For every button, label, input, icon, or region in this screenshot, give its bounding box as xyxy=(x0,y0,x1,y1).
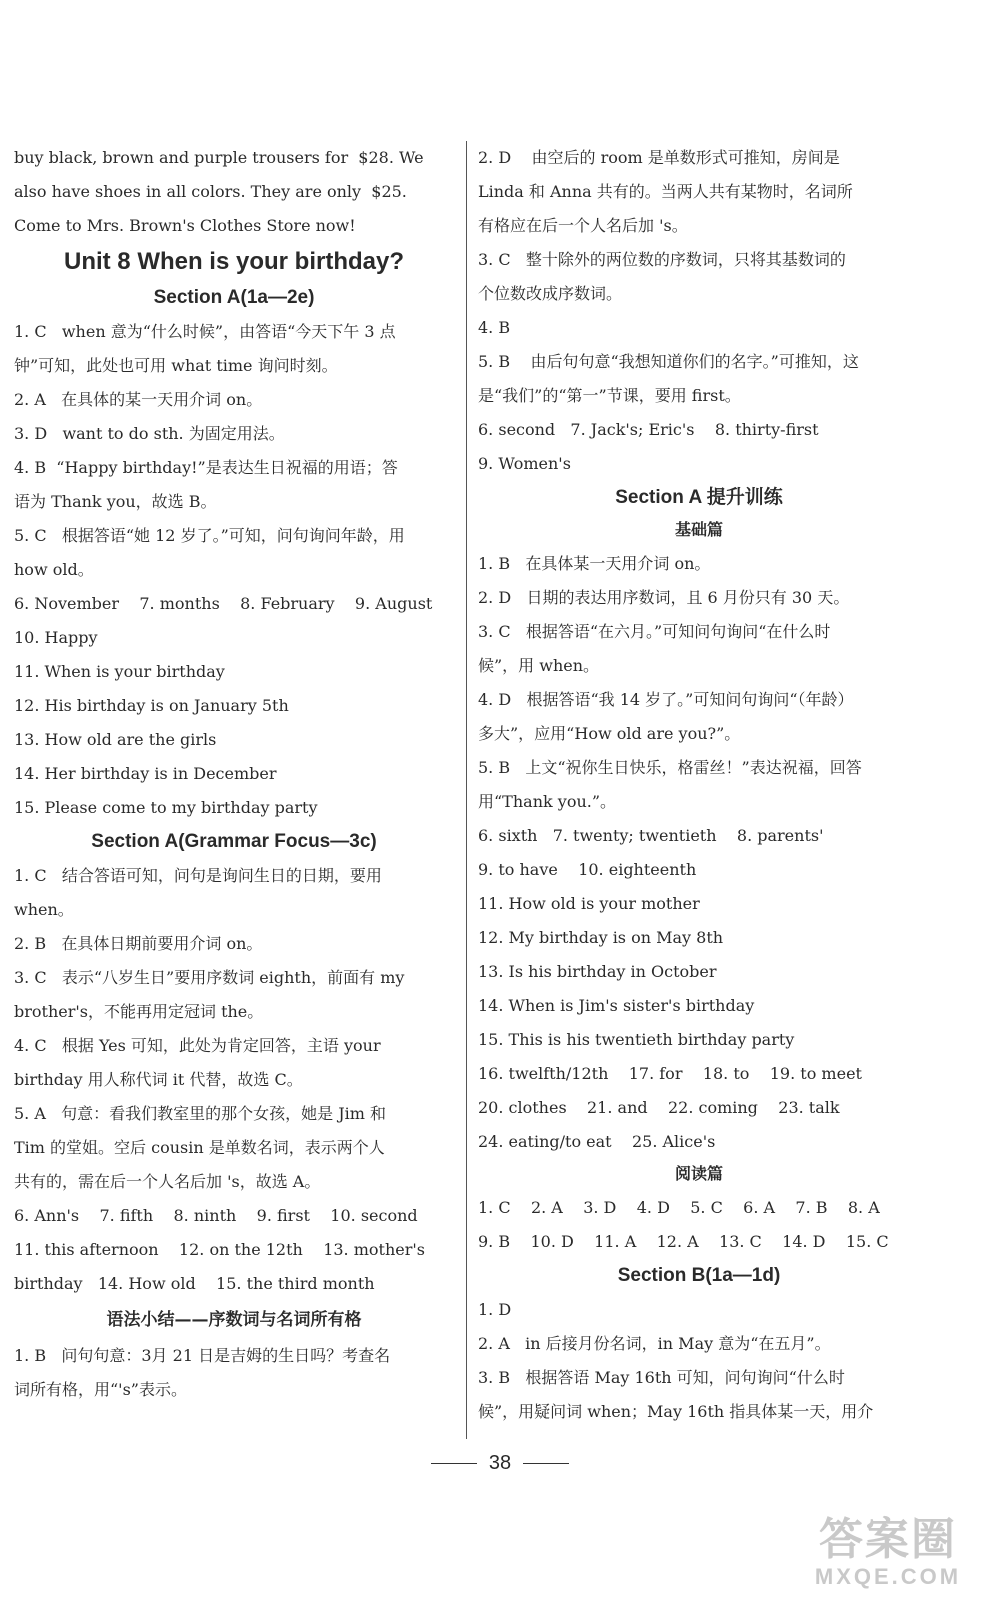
answer-line: 1. C 结合答语可知，问句是询问生日的日期，要用 xyxy=(14,866,382,885)
footer-rule-right xyxy=(523,1463,569,1464)
watermark-url: MXQE.COM xyxy=(814,1564,962,1589)
answer-line: 2. D 由空后的 room 是单数形式可推知，房间是 xyxy=(478,148,840,167)
answer-line: buy black, brown and purple trousers for $28. We xyxy=(14,148,424,167)
answer-line: 1. C 2. A 3. D 4. D 5. C 6. A 7. B 8. A xyxy=(478,1198,880,1217)
section-heading: 基础篇 xyxy=(674,522,723,539)
answer-line: Come to Mrs. Brown's Clothes Store now! xyxy=(14,216,356,235)
answer-line: 9. to have 10. eighteenth xyxy=(478,860,697,879)
answer-line: 共有的，需在后一个人名后加 's，故选 A。 xyxy=(14,1172,321,1191)
answer-line: 1. B 在具体某一天用介词 on。 xyxy=(478,554,711,573)
answer-line: 6. November 7. months 8. February 9. August xyxy=(14,594,433,613)
answer-line: 3. D want to do sth. 为固定用法。 xyxy=(14,424,285,443)
answer-line: birthday 14. How old 15. the third month xyxy=(14,1274,375,1293)
answer-line: 2. B 在具体日期前要用介词 on。 xyxy=(14,934,263,953)
answer-line: 候”，用疑问词 when；May 16th 指具体某一天，用介 xyxy=(478,1402,874,1421)
answer-line: 6. Ann's 7. fifth 8. ninth 9. first 10. second xyxy=(14,1206,418,1225)
answer-line: 10. Happy xyxy=(14,628,98,647)
answer-line: Linda 和 Anna 共有的。当两人共有某物时，名词所 xyxy=(478,182,853,201)
answer-line: 词所有格，用“'s”表示。 xyxy=(14,1380,187,1399)
watermark-top: 答案圈 xyxy=(819,1515,957,1564)
answer-line: 14. Her birthday is in December xyxy=(14,764,277,783)
answer-line: 3. C 根据答语“在六月。”可知问句询问“在什么时 xyxy=(478,622,831,641)
answer-line: 4. B “Happy birthday!”是表达生日祝福的用语；答 xyxy=(14,458,398,477)
answer-line: 3. C 表示“八岁生日”要用序数词 eighth，前面有 my xyxy=(14,968,405,987)
answer-line: 5. C 根据答语“她 12 岁了。”可知，问句询问年龄，用 xyxy=(14,526,405,545)
answer-line: Tim 的堂姐。空后 cousin 是单数名词，表示两个人 xyxy=(14,1138,385,1157)
answer-line: 15. Please come to my birthday party xyxy=(14,798,318,817)
section-heading: Unit 8 When is your birthday? xyxy=(63,248,405,275)
answer-line: 3. C 整十除外的两位数的序数词，只将其基数词的 xyxy=(478,250,846,269)
right-column xyxy=(478,141,920,1429)
section-heading: Section A 提升训练 xyxy=(615,487,783,508)
answer-line: 多大”，应用“How old are you?”。 xyxy=(478,724,741,743)
answer-line: also have shoes in all colors. They are only $25. xyxy=(14,182,407,201)
section-heading: Section A(Grammar Focus—3c) xyxy=(91,831,377,852)
answer-line: 1. B 问句句意：3月 21 日是吉姆的生日吗？考查名 xyxy=(14,1346,391,1365)
answer-line: 4. D 根据答语“我 14 岁了。”可知问句询问“（年龄） xyxy=(478,690,854,709)
answer-line: when。 xyxy=(14,900,74,919)
answer-line: 11. When is your birthday xyxy=(14,662,225,681)
answer-line: 5. A 句意：看我们教室里的那个女孩，她是 Jim 和 xyxy=(14,1104,387,1123)
answer-line: 9. Women's xyxy=(478,454,571,473)
answer-line: 20. clothes 21. and 22. coming 23. talk xyxy=(478,1098,840,1117)
answer-line: 6. second 7. Jack's; Eric's 8. thirty-first xyxy=(478,420,819,439)
answer-line: 是“我们”的“第一”节课，要用 first。 xyxy=(478,386,741,405)
page-number: 38 xyxy=(488,1452,512,1474)
answer-line: 3. B 根据答语 May 16th 可知，问句询问“什么时 xyxy=(478,1368,845,1387)
answer-line: 13. Is his birthday in October xyxy=(478,962,717,981)
footer-rule-left xyxy=(431,1463,477,1464)
answer-line: 2. A 在具体的某一天用介词 on。 xyxy=(14,390,263,409)
answer-line: 15. This is his twentieth birthday party xyxy=(478,1030,795,1049)
answer-line: 1. C when 意为“什么时候”，由答语“今天下午 3 点 xyxy=(14,322,396,341)
answer-line: 6. sixth 7. twenty; twentieth 8. parents' xyxy=(478,826,824,845)
answer-line: 2. D 日期的表达用序数词，且 6 月份只有 30 天。 xyxy=(478,588,850,607)
column-divider xyxy=(466,141,467,1439)
answer-line: 个位数改成序数词。 xyxy=(478,284,623,303)
answer-line: 2. A in 后接月份名词，in May 意为“在五月”。 xyxy=(478,1334,831,1353)
answer-line: 16. twelfth/12th 17. for 18. to 19. to meet xyxy=(478,1064,862,1083)
answer-line: 11. How old is your mother xyxy=(478,894,700,913)
answer-line: 语为 Thank you，故选 B。 xyxy=(14,492,217,511)
page-footer xyxy=(0,1452,1000,1475)
answer-line: 4. B xyxy=(478,318,511,337)
answer-line: 用“Thank you.”。 xyxy=(478,792,617,811)
left-column xyxy=(14,141,454,1407)
answer-line: 11. this afternoon 12. on the 12th 13. mother's xyxy=(14,1240,425,1259)
answer-line: 有格应在后一个人名后加 's。 xyxy=(478,216,688,235)
answer-line: 24. eating/to eat 25. Alice's xyxy=(478,1132,716,1151)
section-heading: 阅读篇 xyxy=(674,1166,723,1183)
answer-line: 13. How old are the girls xyxy=(14,730,217,749)
answer-line: 钟”可知，此处也可用 what time 询问时刻。 xyxy=(14,356,338,375)
answer-line: how old。 xyxy=(14,560,94,579)
section-heading: Section A(1a—2e) xyxy=(153,287,315,308)
answer-line: 12. My birthday is on May 8th xyxy=(478,928,724,947)
answer-line: 4. C 根据 Yes 可知，此处为肯定回答，主语 your xyxy=(14,1036,381,1055)
answer-line: 9. B 10. D 11. A 12. A 13. C 14. D 15. C xyxy=(478,1232,889,1251)
answer-line: 5. B 由后句句意“我想知道你们的名字。”可推知，这 xyxy=(478,352,859,371)
answer-line: 14. When is Jim's sister's birthday xyxy=(478,996,755,1015)
answer-line: birthday 用人称代词 it 代替，故选 C。 xyxy=(14,1070,303,1089)
answer-line: brother's，不能再用定冠词 the。 xyxy=(14,1002,264,1021)
answer-line: 1. D xyxy=(478,1300,512,1319)
watermark-logo xyxy=(798,1516,978,1590)
answer-line: 5. B 上文“祝你生日快乐，格雷丝！”表达祝福，回答 xyxy=(478,758,862,777)
section-heading: Section B(1a—1d) xyxy=(617,1265,781,1286)
answer-line: 12. His birthday is on January 5th xyxy=(14,696,289,715)
answer-line: 候”，用 when。 xyxy=(478,656,600,675)
section-heading: 语法小结——序数词与名词所有格 xyxy=(106,1310,362,1330)
